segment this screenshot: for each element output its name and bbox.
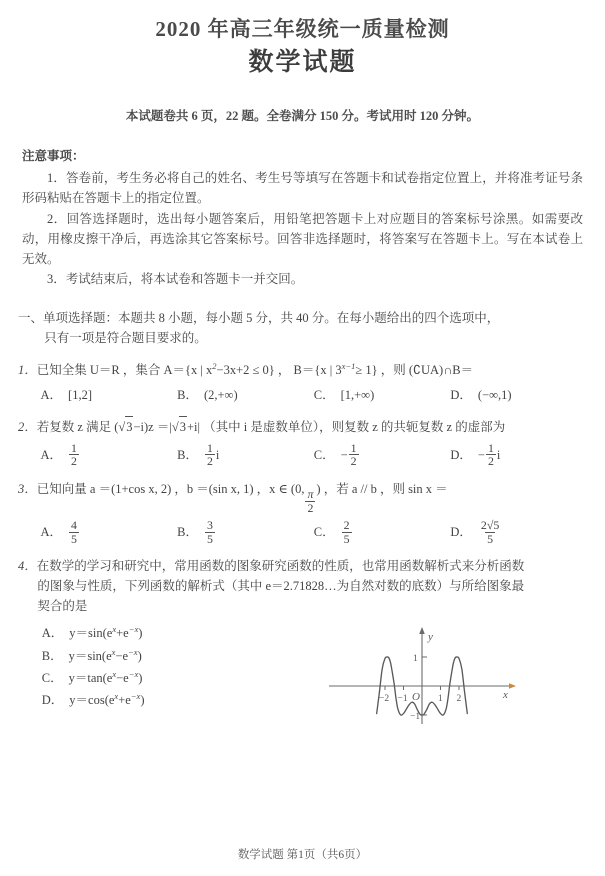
question-1-exp-2: x−1 — [341, 360, 356, 371]
fraction-numerator: 2 — [343, 518, 350, 533]
fraction-denominator: 2 — [487, 454, 494, 469]
option-exponent-2: −x — [128, 668, 139, 679]
x-tick-label-1: 1 — [437, 694, 443, 705]
question-4-number: 4． — [18, 559, 37, 574]
question-2-option-a[interactable] — [41, 442, 178, 468]
question-1-text-e: A)∩B＝ — [430, 362, 474, 377]
option-text-mid: −e — [116, 671, 129, 686]
option-text-tail: ) — [138, 626, 143, 641]
subject-title: 数学试题 — [248, 49, 357, 77]
option-text-tail: ) — [137, 648, 142, 663]
question-3-option-b[interactable] — [177, 519, 314, 545]
option-label: D． — [450, 447, 472, 462]
option-text: [1,+∞) — [340, 387, 375, 402]
origin-label: O — [411, 691, 420, 704]
question-1-number: 1． — [18, 362, 37, 377]
option-fraction — [69, 519, 79, 545]
option-exponent-1: x — [111, 646, 116, 657]
question-4-option-c[interactable] — [42, 667, 257, 689]
question-1-option-c[interactable] — [314, 385, 451, 405]
question-2-option-c[interactable] — [314, 442, 451, 468]
option-label: B． — [177, 387, 198, 402]
option-sign: − — [477, 447, 485, 462]
notice-block — [22, 146, 583, 290]
exam-page — [0, 16, 605, 876]
y-tick-label-1: 1 — [412, 654, 418, 665]
question-1-options — [18, 385, 587, 405]
page-title: 2020 年高三年级统一质量检测 — [155, 17, 450, 41]
option-label: B． — [177, 525, 198, 540]
notice-item-1: 1．答卷前，考生务必将自己的姓名、考生号等填写在答题卡和试卷指定位置上，并将准考证号条形码粘贴在答题卡上的指定位置。 — [22, 171, 583, 206]
fraction-denominator: 5 — [71, 531, 77, 546]
question-3-option-c[interactable] — [314, 519, 451, 545]
fraction-numerator: 1 — [487, 440, 494, 455]
option-label: C． — [313, 525, 335, 540]
question-1-text-c: B＝{x | 3 — [293, 362, 342, 377]
fraction-numerator: 1 — [206, 440, 213, 455]
exam-info-line: 本试题卷共 6 页，22 题。全卷满分 150 分。考试用时 120 分钟。 — [125, 108, 480, 123]
sqrt-icon: √ — [118, 419, 126, 434]
option-exponent-2: −x — [130, 691, 141, 702]
option-exponent-2: −x — [128, 646, 138, 657]
option-exponent-1: x — [114, 691, 119, 702]
y-axis-arrowhead — [419, 627, 425, 634]
option-label: A． — [40, 525, 63, 540]
option-text: (−∞,1) — [477, 387, 512, 402]
option-fraction — [342, 519, 352, 545]
question-3 — [18, 479, 587, 545]
notice-item-2: 2．回答选择题时，选出每小题答案后，用铅笔把答题卡上对应题目的答案标号涂黑。如需要改动，用橡皮擦干净后，再选涂其它答案标号。回答非选择题时，将答案写在答题卡上。写在本试卷上无效。 — [22, 211, 583, 267]
fraction-numerator: 4 — [71, 518, 77, 533]
question-1-stem — [18, 360, 587, 380]
question-3-number: 3． — [18, 481, 37, 496]
y-tick-label--1: −1 — [409, 712, 420, 723]
question-3-text-c: x ∈ (0, — [269, 481, 305, 496]
section-heading-choice — [18, 308, 587, 349]
question-3-options — [18, 519, 587, 545]
question-3-text-d: ) ，若 a // b ，则 sin x ＝ — [316, 481, 448, 496]
question-3-option-d[interactable] — [450, 519, 587, 545]
section-heading-line-2: 只有一项是符合题目要求的。 — [44, 331, 207, 346]
option-text: y＝sin(e — [68, 648, 112, 663]
question-2 — [18, 416, 587, 468]
question-2-radicand-1: 3 — [125, 416, 133, 437]
option-label: B． — [41, 648, 63, 663]
fraction-denominator: 2 — [307, 500, 314, 515]
option-label: B． — [177, 447, 198, 462]
question-4-option-d[interactable] — [42, 689, 257, 711]
option-label: D． — [450, 387, 472, 402]
fraction-numerator: 2√5 — [480, 518, 500, 533]
option-text-tail: ) — [140, 693, 145, 708]
question-2-text-c: +i| （其中 i 是虚数单位），则复数 z 的共轭复数 z 的虚部为 — [186, 419, 506, 434]
option-label: A． — [40, 447, 63, 462]
page-footer: 数学试题 第1页（共6页） — [237, 849, 368, 861]
question-4-option-a[interactable] — [42, 622, 257, 644]
question-4-option-b[interactable] — [42, 645, 257, 667]
question-1-text-d: ≥ 1} ，则 (∁ — [355, 362, 421, 377]
question-1-text-b: −3x+2 ≤ 0} ， — [216, 362, 291, 377]
question-3-stem — [18, 479, 587, 514]
fraction-denominator: 5 — [343, 531, 350, 546]
fraction-numerator: 3 — [206, 518, 213, 533]
question-2-text-b: −i)z ＝| — [133, 419, 172, 434]
axis-label-y: y — [427, 631, 433, 644]
fraction-denominator: 5 — [487, 531, 494, 546]
option-label: C． — [313, 447, 335, 462]
option-fraction — [486, 442, 496, 468]
question-3-option-a[interactable] — [41, 519, 178, 545]
notice-item-3: 3．考试结束后，将本试卷和答题卡一并交回。 — [47, 272, 304, 287]
question-2-radicand-2: 3 — [179, 416, 187, 437]
option-label: A． — [41, 626, 64, 641]
option-text-mid: +e — [118, 693, 131, 708]
question-1 — [18, 360, 587, 405]
x-tick-label-2: 2 — [456, 694, 462, 705]
option-label: C． — [313, 387, 335, 402]
fraction-denominator: 5 — [206, 531, 213, 546]
option-text: y＝cos(e — [69, 693, 115, 708]
option-exponent-1: x — [112, 668, 117, 679]
fraction-denominator: 2 — [206, 454, 213, 469]
option-text: [1,2] — [68, 387, 92, 402]
option-suffix: i — [496, 447, 501, 462]
question-1-option-d[interactable] — [450, 385, 587, 405]
question-2-stem — [18, 416, 587, 437]
question-1-option-a[interactable] — [41, 385, 178, 405]
question-3-text-a: 已知向量 a ＝(1+cos x, 2) ， — [36, 481, 187, 496]
question-2-text-a: 若复数 z 满足 ( — [36, 419, 119, 434]
option-text: y＝sin(e — [69, 626, 113, 641]
option-text-mid: +e — [116, 626, 129, 641]
question-4-stem-line-3: 契合的是 — [37, 599, 88, 614]
fraction-numerator: 1 — [350, 440, 357, 455]
question-3-text-b: b ＝(sin x, 1) ， — [186, 481, 270, 496]
notice-title: 注意事项： — [22, 148, 85, 163]
question-1-exp-1: 2 — [212, 360, 217, 371]
question-4 — [18, 556, 587, 729]
question-4-figure — [257, 622, 587, 729]
question-2-option-d[interactable] — [450, 442, 587, 468]
question-4-stem-line-1: 在数学的学习和研究中，常用函数的图象研究函数的性质，也常用函数解析式来分析函数 — [36, 559, 525, 574]
option-fraction — [205, 442, 215, 468]
option-sign: − — [340, 447, 348, 462]
question-4-stem-line-2: 的图象与性质，下列函数的解析式（其中 e＝2.71828…为自然对数的底数）与所给图象最 — [37, 579, 525, 594]
option-suffix: i — [215, 447, 220, 462]
option-fraction — [69, 442, 79, 468]
x-tick-label--1: −1 — [397, 694, 408, 705]
option-label: D． — [41, 693, 64, 708]
fraction-denominator: 2 — [71, 454, 77, 469]
option-exponent-2: −x — [128, 624, 139, 635]
axis-label-x: x — [502, 689, 508, 702]
question-4-body — [18, 622, 587, 729]
question-1-text-a: 已知全集 U＝R ，集合 A＝{x | x — [36, 362, 213, 377]
option-label: A． — [40, 387, 63, 402]
question-1-option-b[interactable] — [177, 385, 314, 405]
option-fraction — [479, 519, 501, 545]
option-exponent-1: x — [112, 624, 117, 635]
fraction-numerator: π — [307, 487, 314, 502]
question-2-number: 2． — [18, 419, 37, 434]
option-label: C． — [41, 671, 63, 686]
question-4-stem — [18, 556, 587, 576]
question-3-fraction-pi-2 — [305, 488, 315, 514]
option-text-tail: ) — [138, 671, 143, 686]
option-text: (2,+∞) — [203, 387, 238, 402]
option-label: D． — [450, 525, 472, 540]
sqrt-icon: √ — [171, 419, 179, 434]
question-2-option-b[interactable] — [177, 442, 314, 468]
question-2-options — [18, 442, 587, 468]
option-fraction — [349, 442, 359, 468]
section-heading-line-1: 一、单项选择题：本题共 8 小题，每小题 5 分，共 40 分。在每小题给出的四个选项中， — [18, 310, 500, 325]
function-graph — [327, 624, 517, 729]
x-tick-label--2: −2 — [378, 694, 389, 705]
option-fraction — [205, 519, 215, 545]
option-text-mid: −e — [115, 648, 129, 663]
fraction-numerator: 1 — [71, 440, 77, 455]
fraction-denominator: 2 — [350, 454, 357, 469]
option-text: y＝tan(e — [68, 671, 113, 686]
x-axis-arrowhead — [509, 683, 516, 689]
question-4-options — [18, 622, 257, 712]
question-1-complement-subscript: U — [420, 362, 431, 377]
